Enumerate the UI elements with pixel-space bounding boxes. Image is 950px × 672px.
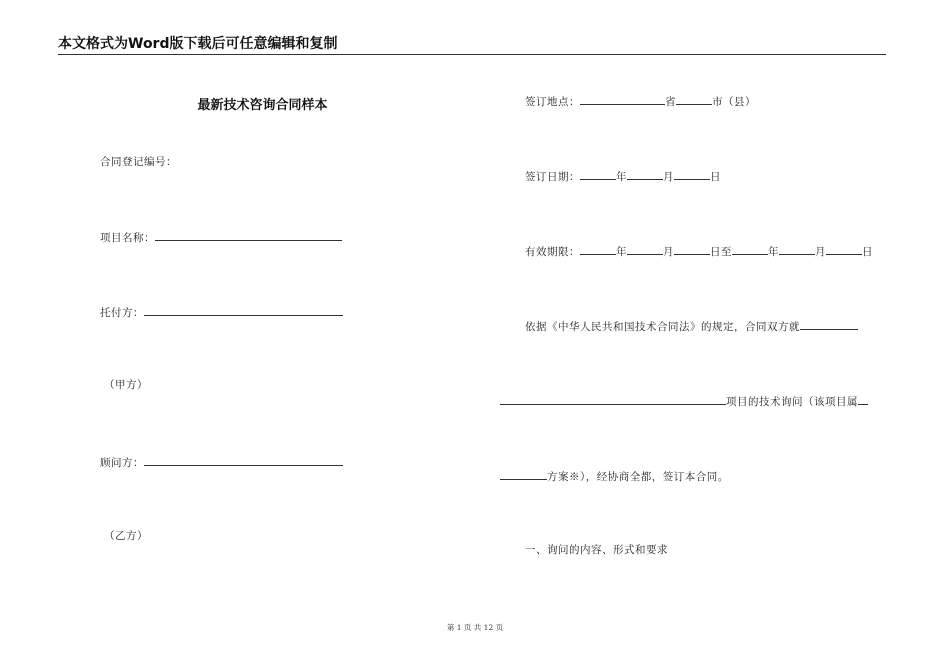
validity-field: [525, 243, 873, 259]
end-month-blank: [779, 243, 815, 255]
document-title: 最新技术咨询合同样本: [197, 98, 328, 113]
paragraph-1-start: 依据《中华人民共和国技术合同法》的规定，合同双方就: [525, 321, 800, 333]
paragraph-1-end: 方案※），经协商全都，签订本合同。: [547, 471, 729, 483]
year-blank: [580, 168, 616, 180]
header-text: 本文格式为Word版下载后可任意编辑和复制: [58, 36, 338, 52]
signing-place-field: [525, 93, 756, 109]
signing-place-blank: [580, 93, 665, 105]
end-year-blank: [732, 243, 768, 255]
project-name-label: 项目名称：: [100, 232, 155, 244]
paragraph-1-blank-4: [500, 468, 547, 480]
page-header: [58, 36, 886, 55]
consultant-blank: [144, 454, 343, 466]
client-label: 托付方：: [100, 307, 144, 319]
validity-label: 有效期限：: [525, 246, 580, 258]
contract-number-field: [100, 155, 177, 169]
paragraph-1-line-1: [525, 318, 858, 334]
year-text: 年: [616, 171, 627, 183]
month-text: 月: [663, 171, 674, 183]
city-blank: [676, 93, 712, 105]
province-text: 省: [665, 96, 676, 108]
signing-date-field: [525, 168, 721, 184]
contract-number-label: 合同登记编号：: [100, 156, 177, 168]
page-number: 第 1 页 共 12 页: [446, 623, 504, 632]
start-month-text: 月: [663, 246, 674, 258]
start-month-blank: [627, 243, 663, 255]
paragraph-1-line-3: [500, 468, 729, 484]
start-day-blank: [674, 243, 710, 255]
paragraph-1-blank-1: [800, 318, 858, 330]
client-field: [100, 304, 343, 320]
signing-date-label: 签订日期：: [525, 171, 580, 183]
party-b: （乙方）: [104, 530, 148, 542]
end-month-text: 月: [815, 246, 826, 258]
consultant-label: 顾问方：: [100, 457, 144, 469]
day-text: 日: [710, 171, 721, 183]
party-a: （甲方）: [104, 379, 148, 391]
signing-place-label: 签订地点：: [525, 96, 580, 108]
section-1-title: 一、询问的内容、形式和要求: [525, 544, 668, 556]
paragraph-1-blank-2: [500, 393, 726, 405]
day-blank: [674, 168, 710, 180]
end-day-text: 日: [862, 246, 873, 258]
month-blank: [627, 168, 663, 180]
to-text: 日至: [710, 246, 732, 258]
paragraph-1-line-2: [500, 393, 868, 409]
project-name-field: [100, 229, 342, 245]
city-text: 市（县）: [712, 96, 756, 108]
end-year-text: 年: [768, 246, 779, 258]
end-day-blank: [826, 243, 862, 255]
consultant-field: [100, 454, 343, 470]
project-name-blank: [155, 229, 342, 241]
start-year-text: 年: [616, 246, 627, 258]
paragraph-1-blank-3: [858, 393, 868, 405]
client-blank: [144, 304, 343, 316]
start-year-blank: [580, 243, 616, 255]
paragraph-1-mid: 项目的技术询问（该项目属: [726, 396, 858, 408]
